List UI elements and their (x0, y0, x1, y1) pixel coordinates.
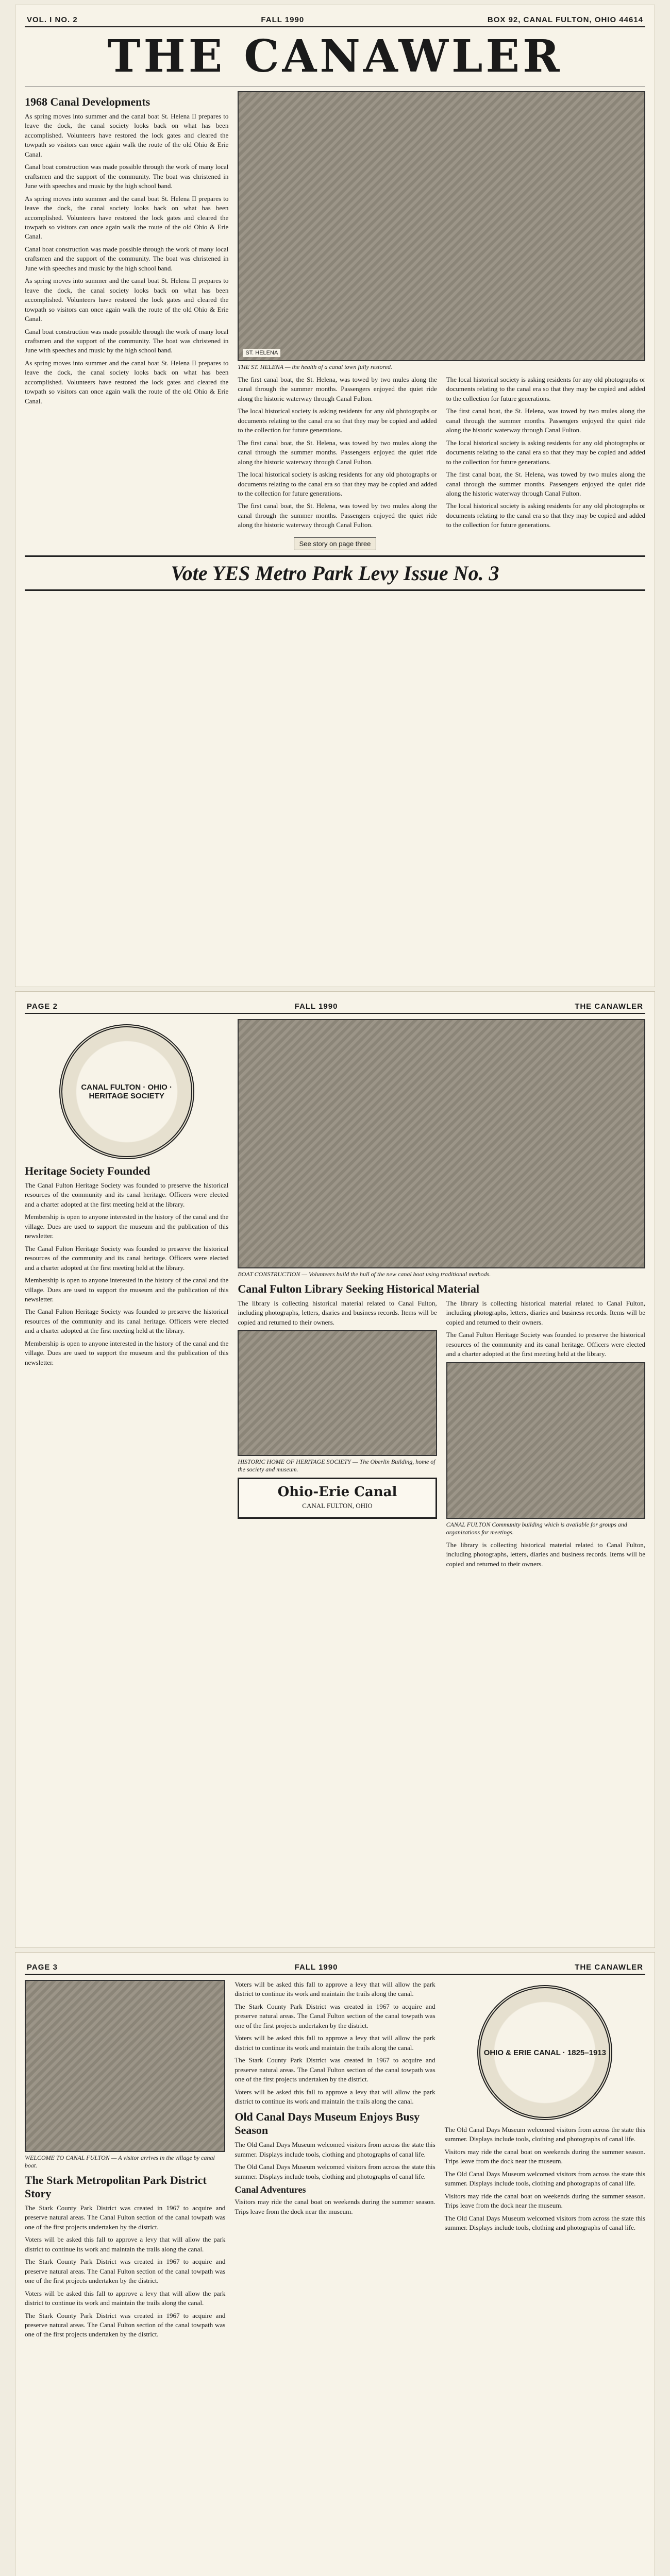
story-text: The Old Canal Days Museum welcomed visitors from across the state this summer. Displays include tools, clothing and photographs of canal life. (444, 2214, 645, 2232)
photo-caption: HISTORIC HOME OF HERITAGE SOCIETY — The Oberlin Building, home of the society and museum. (238, 1458, 435, 1473)
story-text: The Old Canal Days Museum welcomed visitors from across the state this summer. Displays include tools, clothing and photographs of canal life. (234, 2141, 435, 2158)
community-building-photo (446, 1362, 645, 1519)
running-header (25, 12, 645, 27)
canal-logo (238, 1478, 437, 1519)
story-text: Canal boat construction was made possible through the work of many local craftsmen and the support of the community. The boat was christened in June with speeches and music by the high school band. (25, 245, 229, 272)
photo-caption: BOAT CONSTRUCTION — Volunteers build the hull of the new canal boat using traditional methods. (238, 1270, 491, 1278)
story-text: Visitors may ride the canal boat on weekends during the summer season. Trips leave from the dock near the museum. (444, 2147, 645, 2165)
newspaper-page-2 (15, 992, 655, 1947)
season-label: FALL 1990 (294, 1002, 338, 1011)
masthead-title: THE CANAWLER (107, 30, 563, 82)
photo-tag: ST. HELENA (243, 349, 280, 357)
story-text: Canal boat construction was made possible through the work of many local craftsmen and the support of the community. The boat was christened in June with speeches and music by the high school band. (25, 163, 229, 190)
story-text: The first canal boat, the St. Helena, was towed by two mules along the canal through the summer months. Passengers enjoyed the quiet ride along the historic waterway through Canal Fulton. (446, 407, 645, 434)
canal-boat-photo (238, 91, 645, 361)
story-text: The Old Canal Days Museum welcomed visitors from across the state this summer. Displays include tools, clothing and photographs of canal life. (234, 2163, 435, 2180)
story-text: The local historical society is asking residents for any old photographs or documents relating to the canal era so that they may be copied and added to the collection for future generations. (446, 438, 645, 466)
story-text: The first canal boat, the St. Helena, was towed by two mules along the canal through the summer months. Passengers enjoyed the quiet ride along the historic waterway through Canal Fulton. (238, 502, 437, 529)
story-text: As spring moves into summer and the canal boat St. Helena II prepares to leave the dock, the canal society looks back on what has been accomplished. Volunteers have restored the lock gates and cleared the towpath so visitors can once again walk the route of the old Ohio & Erie Canal. (25, 359, 229, 405)
story-text: The first canal boat, the St. Helena, was towed by two mules along the canal through the summer months. Passengers enjoyed the quiet ride along the historic waterway through Canal Fulton. (238, 438, 437, 466)
story-text: Voters will be asked this fall to approve a levy that will allow the park district to continue its work and maintain the trails along the canal. (25, 2235, 226, 2253)
story-text: The library is collecting historical material related to Canal Fulton, including photographs, letters, diaries and business records. Items will be copied and returned to their owners. (446, 1299, 645, 1326)
newspaper-page-3 (15, 1953, 655, 2576)
photo-caption: CANAL FULTON Community building which is available for groups and organizations for meetings. (446, 1520, 627, 1536)
story-text: The Canal Fulton Heritage Society was founded to preserve the historical resources of the community and its canal heritage. Officers were elected and a charter adopted at the first meeting held at the library. (25, 1244, 229, 1272)
story-headline: Heritage Society Founded (25, 1164, 150, 1177)
story-text: The Stark County Park District was created in 1967 to acquire and preserve natural areas. The Canal Fulton section of the canal towpath was one of the first projects undertaken by the district. (25, 2204, 226, 2231)
story-text: Visitors may ride the canal boat on weekends during the summer season. Trips leave from the dock near the museum. (444, 2192, 645, 2210)
story-text: The Old Canal Days Museum welcomed visitors from across the state this summer. Displays include tools, clothing and photographs of canal life. (444, 2126, 645, 2143)
levy-banner: Vote YES Metro Park Levy Issue No. 3 (25, 555, 645, 591)
story-text: The local historical society is asking residents for any old photographs or documents relating to the canal era so that they may be copied and added to the collection for future generations. (238, 407, 437, 434)
story-text: The Old Canal Days Museum welcomed visitors from across the state this summer. Displays include tools, clothing and photographs of canal life. (444, 2170, 645, 2188)
story-headline: Canal Fulton Library Seeking Historical Material (238, 1282, 480, 1295)
publisher-label: BOX 92, CANAL FULTON, OHIO 44614 (487, 15, 643, 24)
photo-caption: THE ST. HELENA — the health of a canal town fully restored. (238, 363, 392, 370)
story-text: The Canal Fulton Heritage Society was founded to preserve the historical resources of the community and its canal heritage. Officers were elected and a charter adopted at the first meeting held at the library. (446, 1331, 645, 1358)
season-label: FALL 1990 (261, 15, 305, 24)
story-text: The library is collecting historical material related to Canal Fulton, including photographs, letters, diaries and business records. Items will be copied and returned to their owners. (238, 1299, 437, 1326)
story-text: The library is collecting historical material related to Canal Fulton, including photographs, letters, diaries and business records. Items will be copied and returned to their owners. (446, 1540, 645, 1568)
story-text: Canal boat construction was made possible through the work of many local craftsmen and the support of the community. The boat was christened in June with speeches and music by the high school band. (25, 327, 229, 354)
logo-subtitle: CANAL FULTON, OHIO (302, 1502, 373, 1510)
newspaper-page-1 (15, 5, 655, 987)
story-text: Voters will be asked this fall to approve a levy that will allow the park district to continue its work and maintain the trails along the canal. (234, 2088, 435, 2105)
seal-text: CANAL FULTON · OHIO · HERITAGE SOCIETY (81, 1083, 172, 1100)
welcome-photo (25, 1980, 225, 2152)
story-text: Visitors may ride the canal boat on weekends during the summer season. Trips leave from the dock near the museum. (234, 2198, 435, 2215)
museum-building-photo (238, 1330, 437, 1456)
seal-text: OHIO & ERIE CANAL · 1825–1913 (483, 2048, 606, 2057)
volume-label: VOL. I NO. 2 (27, 15, 78, 24)
story-text: The local historical society is asking residents for any old photographs or documents relating to the canal era so that they may be copied and added to the collection for future generations. (446, 502, 645, 529)
story-subheadline: Canal Adventures (234, 2184, 306, 2195)
story-text: Voters will be asked this fall to approve a levy that will allow the park district to continue its work and maintain the trails along the canal. (25, 2289, 226, 2307)
story-text: The local historical society is asking residents for any old photographs or documents relating to the canal era so that they may be copied and added to the collection for future generations. (446, 376, 645, 402)
paper-name: THE CANAWLER (575, 1002, 643, 1011)
story-text: The Stark County Park District was created in 1967 to acquire and preserve natural areas. The Canal Fulton section of the canal towpath was one of the first projects undertaken by the district. (234, 2002, 435, 2029)
story-text: As spring moves into summer and the canal boat St. Helena II prepares to leave the dock, the canal society looks back on what has been accomplished. Volunteers have restored the lock gates and cleared the towpath so visitors can once again walk the route of the old Ohio & Erie Canal. (25, 194, 229, 241)
page-number: PAGE 2 (27, 1002, 58, 1011)
photo-caption: WELCOME TO CANAL FULTON — A visitor arrives in the village by canal boat. (25, 2154, 215, 2169)
story-text: The Stark County Park District was created in 1967 to acquire and preserve natural areas. The Canal Fulton section of the canal towpath was one of the first projects undertaken by the district. (234, 2056, 435, 2083)
story-headline: Old Canal Days Museum Enjoys Busy Season (234, 2110, 420, 2137)
story-text: The first canal boat, the St. Helena, was towed by two mules along the canal through the summer months. Passengers enjoyed the quiet ride along the historic waterway through Canal Fulton. (446, 470, 645, 497)
story-text: The local historical society is asking residents for any old photographs or documents relating to the canal era so that they may be copied and added to the collection for future generations. (238, 470, 437, 497)
see-more-link[interactable]: See story on page three (294, 537, 377, 550)
story-text: Membership is open to anyone interested in the history of the canal and the village. Dues are used to support the museum and the publication of this newsletter. (25, 1339, 229, 1366)
story-text: The Canal Fulton Heritage Society was founded to preserve the historical resources of the community and its canal heritage. Officers were elected and a charter adopted at the first meeting held at the library. (25, 1181, 229, 1208)
story-text: The first canal boat, the St. Helena, was towed by two mules along the canal through the summer months. Passengers enjoyed the quiet ride along the historic waterway through Canal Fulton. (238, 376, 437, 402)
story-headline: The Stark Metropolitan Park District Story (25, 2174, 207, 2200)
paper-name: THE CANAWLER (575, 1963, 643, 1972)
story-text: As spring moves into summer and the canal boat St. Helena II prepares to leave the dock, the canal society looks back on what has been accomplished. Volunteers have restored the lock gates and cleared the towpath so visitors can once again walk the route of the old Ohio & Erie Canal. (25, 112, 229, 158)
heritage-society-seal (59, 1024, 194, 1159)
story-text: The Canal Fulton Heritage Society was founded to preserve the historical resources of the community and its canal heritage. Officers were elected and a charter adopted at the first meeting held at the library. (25, 1308, 229, 1335)
logo-name: Ohio-Erie Canal (277, 1484, 397, 1500)
story-text: The Stark County Park District was created in 1967 to acquire and preserve natural areas. The Canal Fulton section of the canal towpath was one of the first projects undertaken by the district. (25, 2311, 226, 2338)
page-number: PAGE 3 (27, 1963, 58, 1972)
story-text: The Stark County Park District was created in 1967 to acquire and preserve natural areas. The Canal Fulton section of the canal towpath was one of the first projects undertaken by the district. (25, 2258, 226, 2285)
canal-seal (477, 1985, 612, 2120)
left-column (25, 91, 228, 533)
story-text: Voters will be asked this fall to approve a levy that will allow the park district to continue its work and maintain the trails along the canal. (234, 1980, 435, 1998)
story-text: Voters will be asked this fall to approve a levy that will allow the park district to continue its work and maintain the trails along the canal. (234, 2034, 435, 2052)
story-text: Membership is open to anyone interested in the history of the canal and the village. Dues are used to support the museum and the publication of this newsletter. (25, 1276, 229, 1303)
right-area (238, 91, 645, 533)
running-header (25, 999, 645, 1014)
boat-construction-photo (238, 1019, 645, 1268)
running-header (25, 1960, 645, 1975)
story-text: As spring moves into summer and the canal boat St. Helena II prepares to leave the dock, the canal society looks back on what has been accomplished. Volunteers have restored the lock gates and cleared the towpath so visitors can once again walk the route of the old Ohio & Erie Canal. (25, 277, 229, 323)
season-label: FALL 1990 (294, 1963, 338, 1972)
story-headline: 1968 Canal Developments (25, 95, 150, 108)
story-text: Membership is open to anyone interested in the history of the canal and the village. Dues are used to support the museum and the publication of this newsletter. (25, 1213, 229, 1240)
